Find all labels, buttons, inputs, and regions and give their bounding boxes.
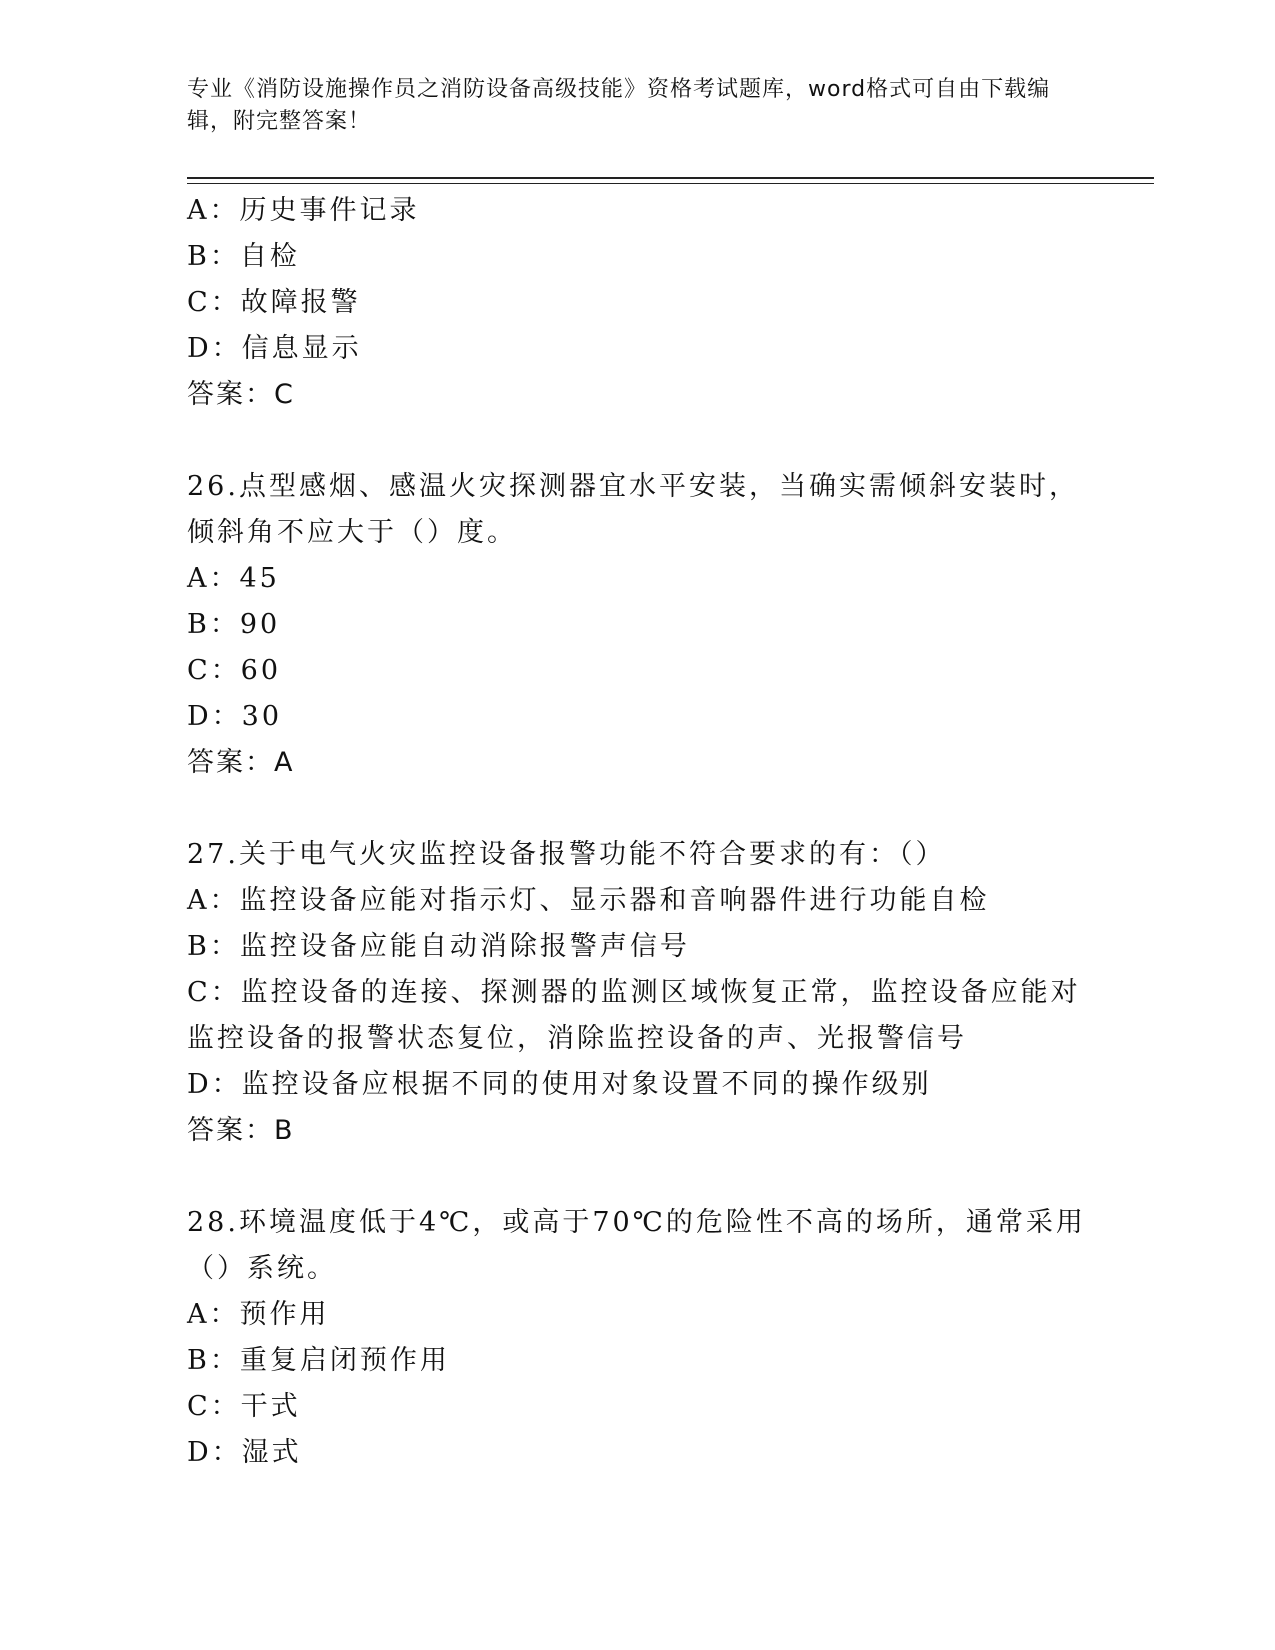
option-a: A：历史事件记录 [187, 195, 420, 226]
option-c: C：60 [187, 655, 282, 686]
option-b: B：监控设备应能自动消除报警声信号 [187, 931, 690, 962]
option-a: A：45 [187, 563, 280, 594]
question-stem: 27.关于电气火灾监控设备报警功能不符合要求的有：（） [187, 839, 946, 870]
option-a: A：监控设备应能对指示灯、显示器和音响器件进行功能自检 [187, 885, 990, 916]
option-d: D：30 [187, 701, 283, 732]
question-25-tail [187, 188, 1087, 418]
page-header: 专业《消防设施操作员之消防设备高级技能》资格考试题库，word格式可自由下载编辑，附完整答案！ [187, 77, 1051, 134]
option-b: B：自检 [187, 241, 300, 272]
option-a: A：预作用 [187, 1299, 330, 1330]
question-27 [187, 832, 1087, 1154]
question-26 [187, 464, 1087, 786]
option-b: B：90 [187, 609, 281, 640]
header-rule-thick [187, 177, 1154, 179]
answer: 答案：A [187, 747, 295, 778]
document-body [187, 188, 1087, 1476]
header-rule-thin [187, 183, 1154, 184]
option-d: D：监控设备应根据不同的使用对象设置不同的操作级别 [187, 1069, 932, 1100]
option-c: C：干式 [187, 1391, 301, 1422]
answer: 答案：B [187, 1115, 295, 1146]
question-28 [187, 1200, 1087, 1476]
option-d: D：信息显示 [187, 333, 362, 364]
option-d: D：湿式 [187, 1437, 302, 1468]
option-c: C：故障报警 [187, 287, 361, 318]
option-b: B：重复启闭预作用 [187, 1345, 450, 1376]
option-c: C：监控设备的连接、探测器的监测区域恢复正常，监控设备应能对监控设备的报警状态复位，消除监控设备的声、光报警信号 [187, 977, 1081, 1054]
question-stem: 28.环境温度低于4℃，或高于70℃的危险性不高的场所，通常采用（）系统。 [187, 1207, 1086, 1284]
question-stem: 26.点型感烟、感温火灾探测器宜水平安装，当确实需倾斜安装时，倾斜角不应大于（）度。 [187, 471, 1079, 548]
answer: 答案：C [187, 379, 295, 410]
